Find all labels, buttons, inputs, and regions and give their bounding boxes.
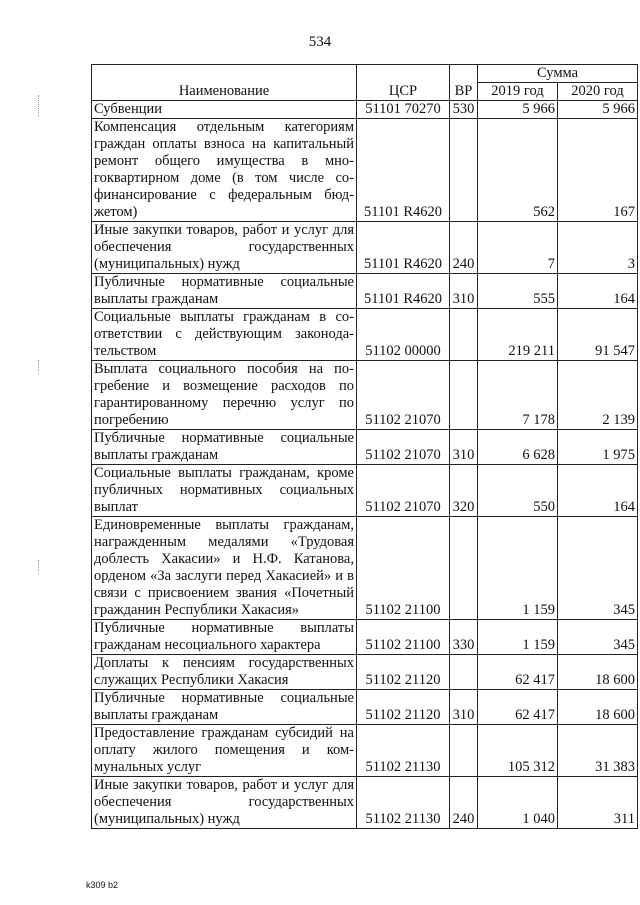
row-vr: 310 (450, 690, 478, 725)
row-amount-2020: 345 (558, 517, 638, 620)
row-amount-2020: 91 547 (558, 309, 638, 361)
table-row (92, 309, 638, 361)
table-row (92, 465, 638, 517)
table-row (92, 690, 638, 725)
row-vr (450, 309, 478, 361)
row-amount-2019: 555 (478, 274, 558, 309)
row-name: Социальные выплаты гражданам, кроме публичных нормативных социальных выплат (92, 465, 357, 517)
header-sum: Сумма (478, 65, 638, 83)
row-amount-2019: 7 178 (478, 361, 558, 430)
row-amount-2020: 164 (558, 465, 638, 517)
row-amount-2019: 105 312 (478, 725, 558, 777)
row-amount-2020: 345 (558, 620, 638, 655)
margin-mark (38, 95, 39, 117)
row-amount-2019: 1 159 (478, 620, 558, 655)
table-row (92, 361, 638, 430)
row-amount-2020: 18 600 (558, 690, 638, 725)
row-name: Предоставление гражданам субсидий на оплату жилого помещения и коммунальных услуг (92, 725, 357, 777)
row-vr (450, 517, 478, 620)
row-amount-2019: 219 211 (478, 309, 558, 361)
row-vr: 240 (450, 222, 478, 274)
margin-mark (38, 360, 39, 374)
row-amount-2019: 1 040 (478, 777, 558, 829)
table-row (92, 655, 638, 690)
row-vr: 330 (450, 620, 478, 655)
row-amount-2020: 18 600 (558, 655, 638, 690)
row-csr: 51102 21130 (357, 725, 450, 777)
row-name: Публичные нормативные выплаты гражданам несоциального характера (92, 620, 357, 655)
row-amount-2020: 167 (558, 119, 638, 222)
footer-code: k309 b2 (86, 880, 119, 890)
row-amount-2020: 164 (558, 274, 638, 309)
header-vr: ВР (450, 65, 478, 101)
budget-table (91, 64, 638, 829)
table-row (92, 517, 638, 620)
row-csr: 51102 21120 (357, 655, 450, 690)
row-vr (450, 655, 478, 690)
row-name: Компенсация отдельным категориям граждан оплаты взноса на капитальный ремонт общего имущества в многоквартирном доме (в том числе софинансирование с федеральным бюджетом) (92, 119, 357, 222)
row-vr (450, 725, 478, 777)
table-row (92, 430, 638, 465)
row-amount-2020: 2 139 (558, 361, 638, 430)
row-name: Публичные нормативные социальные выплаты гражданам (92, 274, 357, 309)
row-name: Выплата социального пособия на погребение и возмещение расходов по гарантированному перечню услуг по погребению (92, 361, 357, 430)
row-csr: 51101 R4620 (357, 119, 450, 222)
row-amount-2020: 311 (558, 777, 638, 829)
row-vr (450, 361, 478, 430)
table-row (92, 725, 638, 777)
row-amount-2020: 1 975 (558, 430, 638, 465)
row-csr: 51101 70270 (357, 101, 450, 119)
margin-mark (38, 560, 39, 574)
row-amount-2020: 31 383 (558, 725, 638, 777)
row-csr: 51102 21100 (357, 620, 450, 655)
row-csr: 51102 21070 (357, 361, 450, 430)
row-amount-2019: 550 (478, 465, 558, 517)
row-name: Субвенции (92, 101, 357, 119)
row-amount-2019: 5 966 (478, 101, 558, 119)
row-amount-2019: 62 417 (478, 690, 558, 725)
table-row (92, 777, 638, 829)
table-row (92, 119, 638, 222)
row-name: Иные закупки товаров, работ и услуг для обеспечения государственных (муниципальных) нужд (92, 777, 357, 829)
header-year-2020: 2020 год (558, 83, 638, 101)
row-amount-2020: 5 966 (558, 101, 638, 119)
header-csr: ЦСР (357, 65, 450, 101)
row-vr: 310 (450, 430, 478, 465)
row-csr: 51102 21070 (357, 465, 450, 517)
row-amount-2019: 1 159 (478, 517, 558, 620)
row-name: Доплаты к пенсиям государственных служащих Республики Хакасия (92, 655, 357, 690)
row-csr: 51102 21070 (357, 430, 450, 465)
row-name: Публичные нормативные социальные выплаты гражданам (92, 690, 357, 725)
row-name: Социальные выплаты гражданам в соответствии с действующим законодательством (92, 309, 357, 361)
row-csr: 51101 R4620 (357, 222, 450, 274)
page-number: 534 (308, 34, 332, 50)
row-vr: 320 (450, 465, 478, 517)
table-row (92, 620, 638, 655)
row-csr: 51102 21100 (357, 517, 450, 620)
row-name: Единовременные выплаты гражданам, награжденным медалями «Трудовая доблесть Хакасии» и Н.Ф. Катанова, орденом «За заслуги перед Хакасией» и в связи с присвоением звания «Почетный гражданин Республики Хакасия» (92, 517, 357, 620)
table-body (92, 101, 638, 829)
header-name: Наименование (92, 65, 357, 101)
row-csr: 51101 R4620 (357, 274, 450, 309)
row-amount-2019: 562 (478, 119, 558, 222)
header-year-2019: 2019 год (478, 83, 558, 101)
row-csr: 51102 21130 (357, 777, 450, 829)
row-vr (450, 119, 478, 222)
row-amount-2019: 6 628 (478, 430, 558, 465)
row-name: Иные закупки товаров, работ и услуг для обеспечения государственных (муниципальных) нужд (92, 222, 357, 274)
table-row (92, 222, 638, 274)
row-amount-2019: 7 (478, 222, 558, 274)
row-vr: 240 (450, 777, 478, 829)
table-row (92, 101, 638, 119)
row-csr: 51102 21120 (357, 690, 450, 725)
row-amount-2019: 62 417 (478, 655, 558, 690)
table-row (92, 274, 638, 309)
row-name: Публичные нормативные социальные выплаты гражданам (92, 430, 357, 465)
row-vr: 530 (450, 101, 478, 119)
row-vr: 310 (450, 274, 478, 309)
row-amount-2020: 3 (558, 222, 638, 274)
row-csr: 51102 00000 (357, 309, 450, 361)
